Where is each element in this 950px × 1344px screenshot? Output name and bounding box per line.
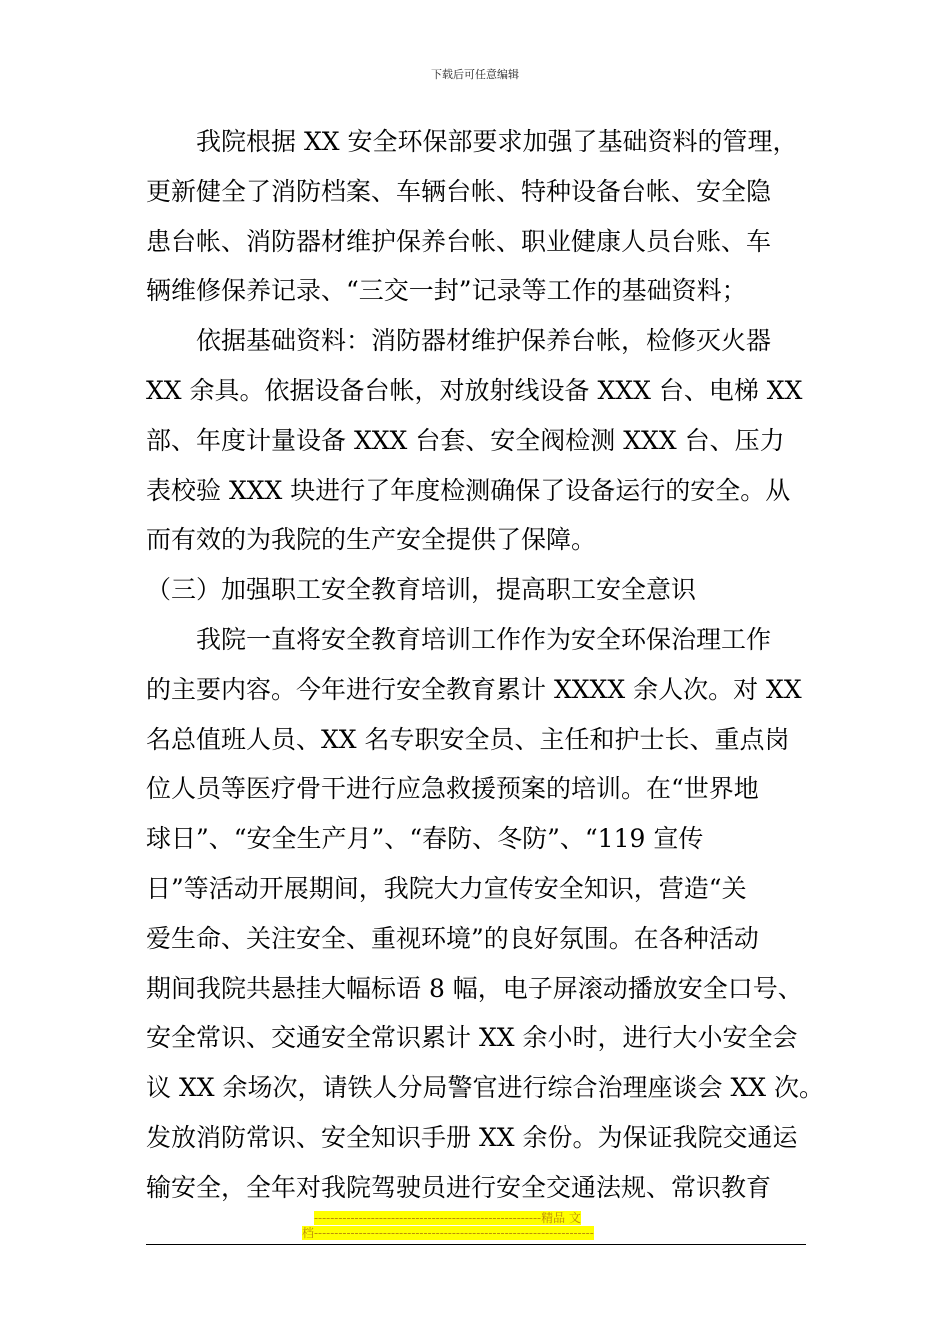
paragraph-line: 辆维修保养记录、“三交一封”记录等工作的基础资料；	[146, 276, 747, 306]
paragraph-line: 输安全，全年对我院驾驶员进行安全交通法规、常识教育	[146, 1172, 772, 1202]
section-heading: （三）加强职工安全教育培训，提高职工安全意识	[146, 575, 697, 605]
paragraph-line: 患台帐、消防器材维护保养台帐、职业健康人员台账、车	[146, 226, 772, 256]
paragraph-line: 爱生命、关注安全、重视环境”的良好氛围。在各种活动	[146, 923, 759, 953]
paragraph-line: 更新健全了消防档案、车辆台帐、特种设备台帐、安全隐	[146, 176, 772, 206]
paragraph-line: 而有效的为我院的生产安全提供了保障。	[146, 525, 597, 555]
paragraph-line: 我院根据 XX 安全环保部要求加强了基础资料的管理，	[196, 127, 798, 156]
paragraph-line: 位人员等医疗骨干进行应急救援预案的培训。在“世界地	[146, 774, 759, 804]
paragraph-line: 部、年度计量设备 XXX 台套、安全阀检测 XXX 台、压力	[146, 425, 785, 455]
footer-line-1: --------------------------------------------------------精品 文	[314, 1211, 581, 1225]
paragraph-line: 球日”、“安全生产月”、“春防、冬防”、“119 宣传	[146, 824, 704, 854]
paragraph-line: 我院一直将安全教育培训工作作为安全环保治理工作	[196, 624, 772, 654]
paragraph-line: 的主要内容。今年进行安全教育累计 XXXX 余人次。对 XX	[146, 674, 802, 704]
paragraph-line: 安全常识、交通安全常识累计 XX 余小时，进行大小安全会	[146, 1023, 798, 1053]
footer-line-2: 档---------------------------------------------------------------------	[302, 1226, 594, 1240]
page-header: 下载后可任意编辑	[431, 68, 519, 81]
paragraph-line: 发放消防常识、安全知识手册 XX 余份。为保证我院交通运	[146, 1122, 798, 1152]
paragraph-line: 议 XX 余场次，请铁人分局警官进行综合治理座谈会 XX 次。	[146, 1073, 824, 1103]
footer-watermark	[302, 1211, 652, 1241]
footer-divider	[146, 1244, 806, 1245]
paragraph-line: 期间我院共悬挂大幅标语 8 幅，电子屏滚动播放安全口号、	[146, 973, 803, 1003]
paragraph-line: 日”等活动开展期间，我院大力宣传安全知识，营造“关	[146, 873, 747, 903]
paragraph-line: 名总值班人员、XX 名专职安全员、主任和护士长、重点岗	[146, 724, 790, 754]
document-body	[146, 117, 824, 1213]
paragraph-line: 依据基础资料：消防器材维护保养台帐，检修灭火器	[196, 326, 772, 356]
paragraph-line: 表校验 XXX 块进行了年度检测确保了设备运行的安全。从	[146, 475, 791, 505]
paragraph-line: XX 余具。依据设备台帐，对放射线设备 XXX 台、电梯 XX	[146, 375, 803, 405]
